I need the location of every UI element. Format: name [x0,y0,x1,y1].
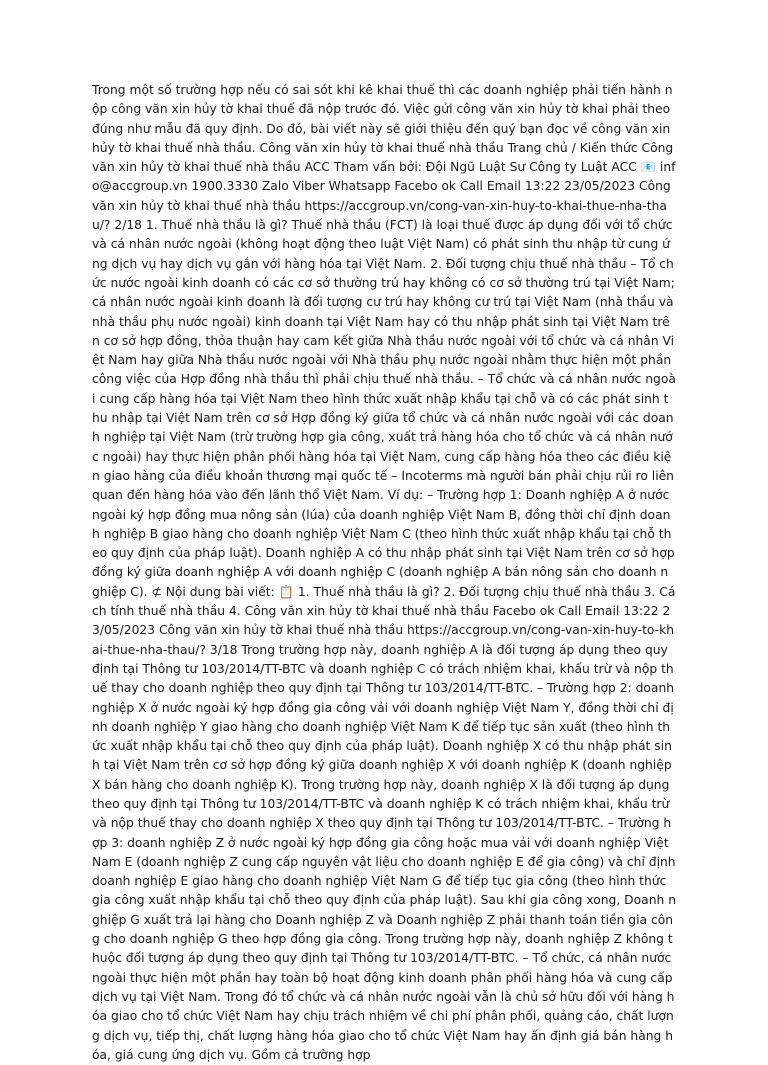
document-body-text: Trong một số trường hợp nếu có sai sót khi kê khai thuế thì các doanh nghiệp phải tiến hành nộp công văn xin hủy tờ khai thuế đã nộp trước đó. Việc gửi công văn xin hủy tờ khai phải theo đúng như mẫu đã quy định. Do đó, bài viết này sẽ giới thiệu đến quý bạn đọc về công văn xin hủy tờ khai thuế nhà thầu. Công văn xin hủy tờ khai thuế nhà thầu Trang chủ / Kiến thức Công văn xin hủy tờ khai thuế nhà thầu ACC Tham vấn bởi: Đội Ngũ Luật Sư Công ty Luật ACC 📧 info@accgroup.vn 1900.3330 Zalo Viber Whatsapp Facebo ok Call Email 13:22 23/05/2023 Công văn xin hủy tờ khai thuế nhà thầu https://accgroup.vn/cong-van-xin-huy-to-khai-thue-nha-thau/? 2/18 1. Thuế nhà thầu là gì? Thuế nhà thầu (FCT) là loại thuế được áp dụng đối với tổ chức và cá nhân nước ngoài (không hoạt động theo luật Việt Nam) có phát sinh thu nhập từ cung ứng dịch vụ hay dịch vụ gắn với hàng hóa tại Việt Nam. 2. Đối tượng chịu thuế nhà thầu – Tổ chức nước ngoài kinh doanh có các cơ sở thường trú hay không có cơ sở thường trú tại Việt Nam; cá nhân nước ngoài kinh doanh là đối tượng cư trú hay không cư trú tại Việt Nam (nhà thầu và nhà thầu phụ nước ngoài) kinh doanh tại Việt Nam hay có thu nhập phát sinh tại Việt Nam trên cơ sở hợp đồng, thỏa thuận hay cam kết giữa Nhà thầu nước ngoài với tổ chức và cá nhân Việt Nam hay giữa Nhà thầu nước ngoài với Nhà thầu phụ nước ngoài nhằm thực hiện một phần công việc của Hợp đồng nhà thầu thì phải chịu thuế nhà thầu. – Tổ chức và cá nhân nước ngoài cung cấp hàng hóa tại Việt Nam theo hình thức xuất nhập khẩu tại chỗ và có các phát sinh thu nhập tại Việt Nam trên cơ sở Hợp đồng ký giữa tổ chức và cá nhân nước ngoài với các doanh nghiệp tại Việt Nam (trừ trường hợp gia công, xuất trả hàng hóa cho tổ chức và cá nhân nước ngoài) hay thực hiện phân phối hàng hóa tại Việt Nam, cung cấp hàng hóa theo các điều kiện giao hàng của điều khoản thương mại quốc tế – Incoterms mà người bán phải chịu rủi ro liên quan đến hàng hóa vào đến lãnh thổ Việt Nam. Ví dụ: – Trường hợp 1: Doanh nghiệp A ở nước ngoài ký hợp đồng mua nông sản (lúa) của doanh nghiệp Việt Nam B, đồng thời chỉ định doanh nghiệp B giao hàng cho doanh nghiệp Việt Nam C (theo hình thức xuất nhập khẩu tại chỗ theo quy định của pháp luật). Doanh nghiệp A có thu nhập phát sinh tại Việt Nam trên cơ sở hợp đồng ký giữa doanh nghiệp A với doanh nghiệp C (doanh nghiệp A bán nông sản cho doanh nghiệp C). ⊄ Nội dung bài viết: 📋 1. Thuế nhà thầu là gì? 2. Đối tượng chịu thuế nhà thầu 3. Cách tính thuế nhà thầu 4. Công văn xin hủy tờ khai thuế nhà thầu Facebo ok Call Email 13:22 23/05/2023 Công văn xin hủy tờ khai thuế nhà thầu https://accgroup.vn/cong-van-xin-huy-to-khai-thue-nha-thau/? 3/18 Trong trường hợp này, doanh nghiệp A là đối tượng áp dụng theo quy định tại Thông tư 103/2014/TT-BTC và doanh nghiệp C có trách nhiệm khai, khấu trừ và nộp thuế thay cho doanh nghiệp theo quy định tại Thông tư 103/2014/TT-BTC. – Trường hợp 2: doanh nghiệp X ở nước ngoài ký hợp đồng gia công vải với doanh nghiệp Việt Nam Y, đồng thời chỉ định doanh nghiệp Y giao hàng cho doanh nghiệp Việt Nam K để tiếp tục sản xuất (theo hình thức xuất nhập khẩu tại chỗ theo quy định của pháp luật). Doanh nghiệp X có thu nhập phát sinh tại Việt Nam trên cơ sở hợp đồng ký giữa doanh nghiệp X với doanh nghiệp K (doanh nghiệp X bán hàng cho doanh nghiệp K). Trong trường hợp này, doanh nghiệp X là đối tượng áp dụng theo quy định tại Thông tư 103/2014/TT-BTC và doanh nghiệp K có trách nhiệm khai, khấu trừ và nộp thuế thay cho doanh nghiệp X theo quy định tại Thông tư 103/2014/TT-BTC. – Trường hợp 3: doanh nghiệp Z ở nước ngoài ký hợp đồng gia công hoặc mua vải với doanh nghiệp Việt Nam E (doanh nghiệp Z cung cấp nguyên vật liệu cho doanh nghiệp E để gia công) và chỉ định doanh nghiệp E giao hàng cho doanh nghiệp Việt Nam G để tiếp tục gia công (theo hình thức gia công xuất nhập khẩu tại chỗ theo quy định của pháp luật). Sau khi gia công xong, Doanh nghiệp G xuất trả lại hàng cho Doanh nghiệp Z và Doanh nghiệp Z phải thanh toán tiền gia công cho doanh nghiệp G theo hợp đồng gia công. Trong trường hợp này, doanh nghiệp Z không thuộc đối tượng áp dụng theo quy định tại Thông tư 103/2014/TT-BTC. – Tổ chức, cá nhân nước ngoài thực hiện một phần hay toàn bộ hoạt động kinh doanh phân phối hàng hóa và cung cấp dịch vụ tại Việt Nam. Trong đó tổ chức và cá nhân nước ngoài vẫn là chủ sở hữu đối với hàng hóa giao cho tổ chức Việt Nam hay chịu trách nhiệm về chi phí phân phối, quảng cáo, chất lượng dịch vụ, tiếp thị, chất lượng hàng hóa giao cho tổ chức Việt Nam hay ấn định giá bán hàng hóa, giá cung ứng dịch vụ. Gồm cả trường hợp [92,83,676,1062]
document-page [92,81,676,1065]
